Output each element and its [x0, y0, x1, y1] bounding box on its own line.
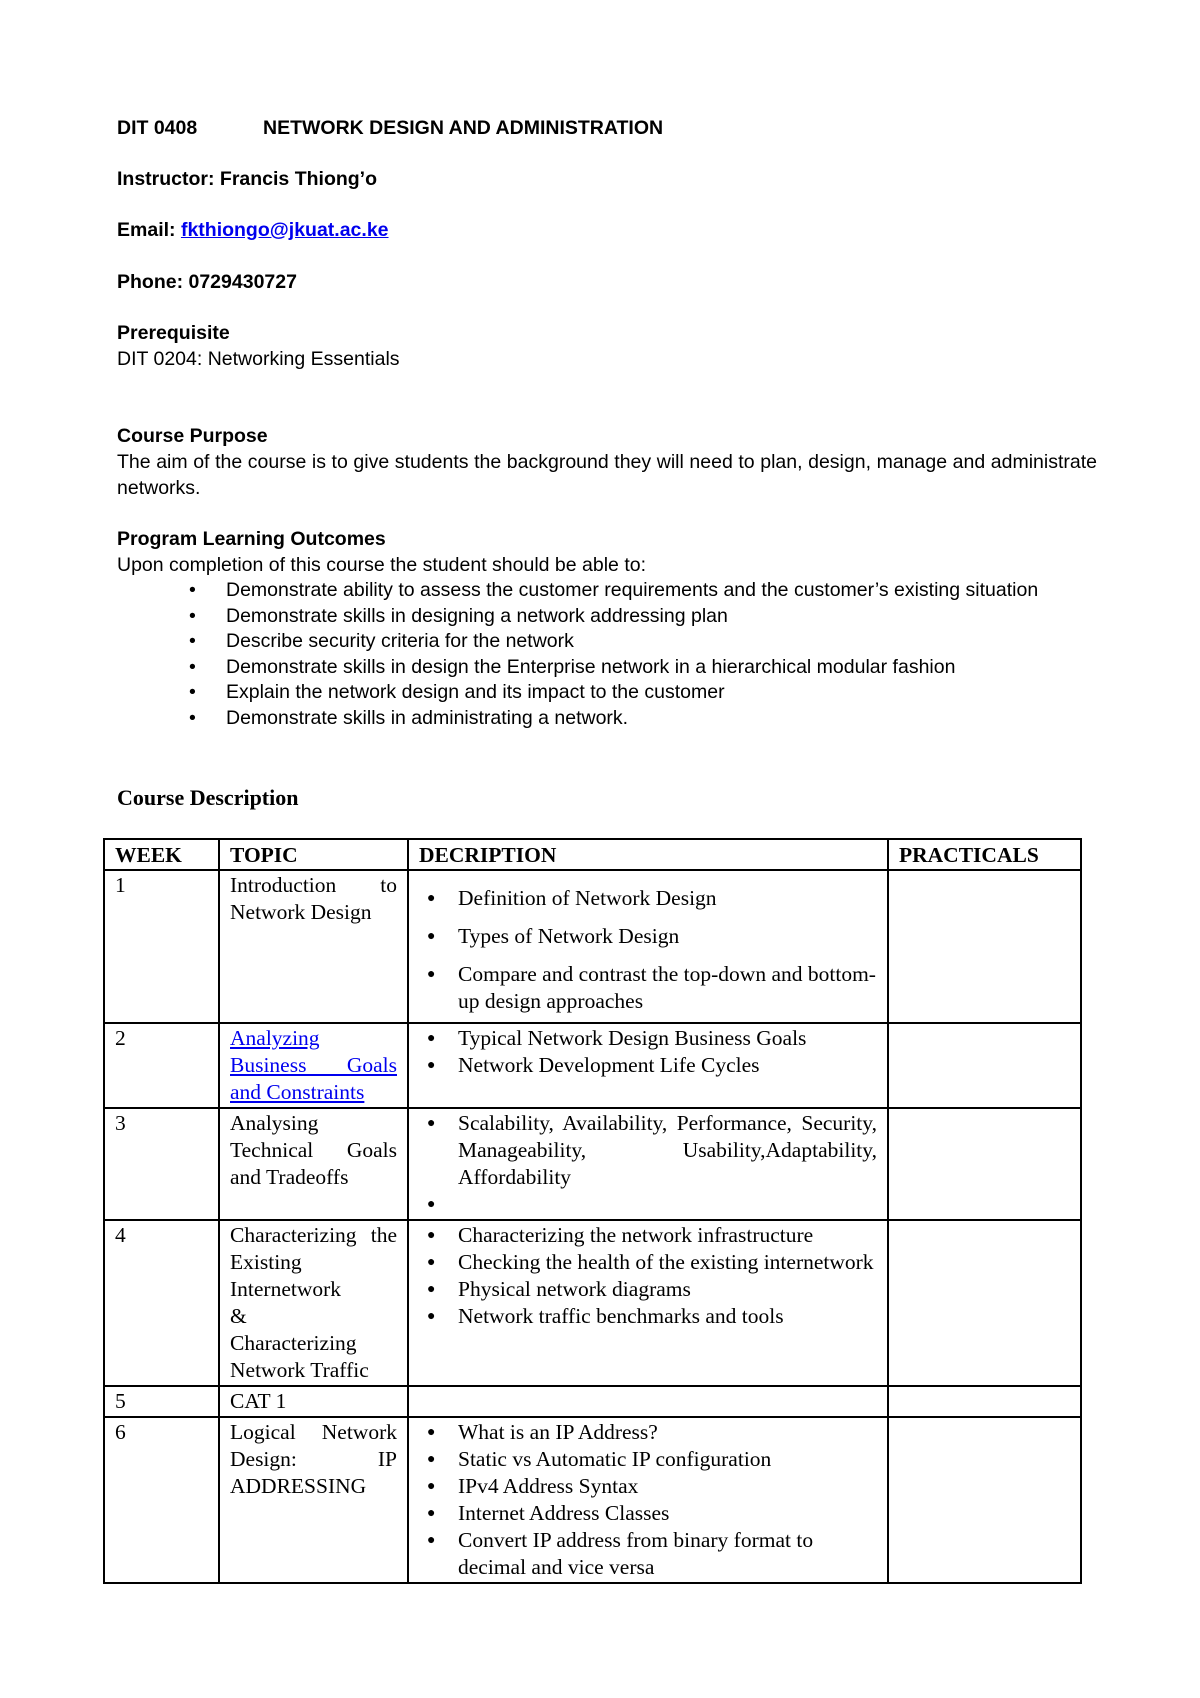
topic-cell: CAT 1: [219, 1386, 408, 1417]
practicals-cell: [888, 1386, 1081, 1417]
table-row: [104, 1023, 1081, 1108]
topic-cell: Introduction to Network Design: [219, 870, 408, 1023]
practicals-cell: [888, 1220, 1081, 1386]
week-cell: 5: [104, 1386, 219, 1417]
topic-cell: [219, 1023, 408, 1108]
instructor-line: Instructor: Francis Thiong’o: [117, 168, 378, 190]
list-item: ● IPv4 Address Syntax: [419, 1473, 877, 1500]
list-item: ● Checking the health of the existing internetwork: [419, 1249, 877, 1276]
table-row: [104, 870, 1081, 1023]
week-cell: 1: [104, 870, 219, 1023]
list-item: ● Definition of Network Design: [419, 885, 877, 912]
description-cell: [408, 870, 888, 1023]
email-label: Email:: [117, 219, 176, 241]
column-header-practicals: PRACTICALS: [888, 839, 1081, 870]
topic-line: &: [230, 1304, 247, 1328]
course-title: NETWORK DESIGN AND ADMINISTRATION: [263, 117, 664, 139]
learning-outcomes-intro: Upon completion of this course the student should be able to:: [117, 554, 647, 576]
list-item: ● Typical Network Design Business Goals: [419, 1025, 877, 1052]
column-header-week: WEEK: [104, 839, 219, 870]
prerequisite-heading: Prerequisite: [117, 322, 230, 344]
topic-cell: Logical Network Design: IP ADDRESSING: [219, 1417, 408, 1583]
course-code: DIT 0408: [117, 117, 198, 139]
week-cell: 2: [104, 1023, 219, 1108]
description-cell: [408, 1220, 888, 1386]
course-description-heading: Course Description: [117, 785, 299, 810]
list-item: • Demonstrate skills in designing a network addressing plan: [117, 604, 1097, 630]
week-cell: 3: [104, 1108, 219, 1220]
learning-outcomes-heading: Program Learning Outcomes: [117, 528, 386, 550]
week-cell: 4: [104, 1220, 219, 1386]
week-cell: 6: [104, 1417, 219, 1583]
phone-line: Phone: 0729430727: [117, 271, 297, 293]
list-item: ● Convert IP address from binary format to decimal and vice versa: [419, 1527, 877, 1581]
list-item: ● Types of Network Design: [419, 923, 877, 950]
list-item: • Explain the network design and its impact to the customer: [117, 680, 1097, 706]
table-row: [104, 1108, 1081, 1220]
description-cell: [408, 1023, 888, 1108]
topic-cell: [219, 1220, 408, 1386]
prerequisite-text: DIT 0204: Networking Essentials: [117, 348, 400, 370]
list-item: ● Static vs Automatic IP configuration: [419, 1446, 877, 1473]
email-line: [117, 218, 389, 244]
description-cell: [408, 1417, 888, 1583]
topic-link[interactable]: Analyzing Business Goals and Constraints: [230, 1026, 397, 1104]
list-item: • Demonstrate skills in administrating a network.: [117, 706, 1097, 732]
column-header-description: DECRIPTION: [408, 839, 888, 870]
list-item: ● Characterizing the network infrastructure: [419, 1222, 877, 1249]
table-row: [104, 1220, 1081, 1386]
list-item: ● Compare and contrast the top-down and bottom-up design approaches: [419, 961, 877, 1015]
list-item: • Demonstrate skills in design the Enterprise network in a hierarchical modular fashion: [117, 655, 1097, 681]
list-item: ● Physical network diagrams: [419, 1276, 877, 1303]
list-item: • Describe security criteria for the network: [117, 629, 1097, 655]
course-purpose-text: The aim of the course is to give students the background they will need to plan, design, manage and administrate networks.: [117, 451, 1097, 499]
practicals-cell: [888, 1023, 1081, 1108]
table-row: [104, 1417, 1081, 1583]
list-item: • Demonstrate ability to assess the customer requirements and the customer’s existing situation: [117, 578, 1097, 604]
topic-line: Characterizing Network Traffic: [230, 1331, 369, 1382]
topic-cell: Analysing Technical Goals and Tradeoffs: [219, 1108, 408, 1220]
description-cell: [408, 1386, 888, 1417]
practicals-cell: [888, 1417, 1081, 1583]
description-cell: [408, 1108, 888, 1220]
list-item: ● Internet Address Classes: [419, 1500, 877, 1527]
column-header-topic: TOPIC: [219, 839, 408, 870]
topic-line: Characterizing the Existing Internetwork: [230, 1223, 397, 1301]
list-item: ● Network Development Life Cycles: [419, 1052, 877, 1079]
course-purpose-heading: Course Purpose: [117, 425, 268, 447]
list-item: ● Network traffic benchmarks and tools: [419, 1303, 877, 1330]
list-item: ● What is an IP Address?: [419, 1419, 877, 1446]
practicals-cell: [888, 1108, 1081, 1220]
table-row: [104, 1386, 1081, 1417]
email-link[interactable]: fkthiongo@jkuat.ac.ke: [180, 219, 389, 241]
learning-outcomes-list: [117, 578, 1097, 731]
list-item: [419, 1191, 877, 1218]
list-item: ● Scalability, Availability, Performance, Security, Manageability, Usability,Adaptability, Affordability: [419, 1110, 877, 1191]
practicals-cell: [888, 870, 1081, 1023]
table-header-row: [104, 839, 1081, 870]
course-description-table: [103, 838, 1082, 1584]
